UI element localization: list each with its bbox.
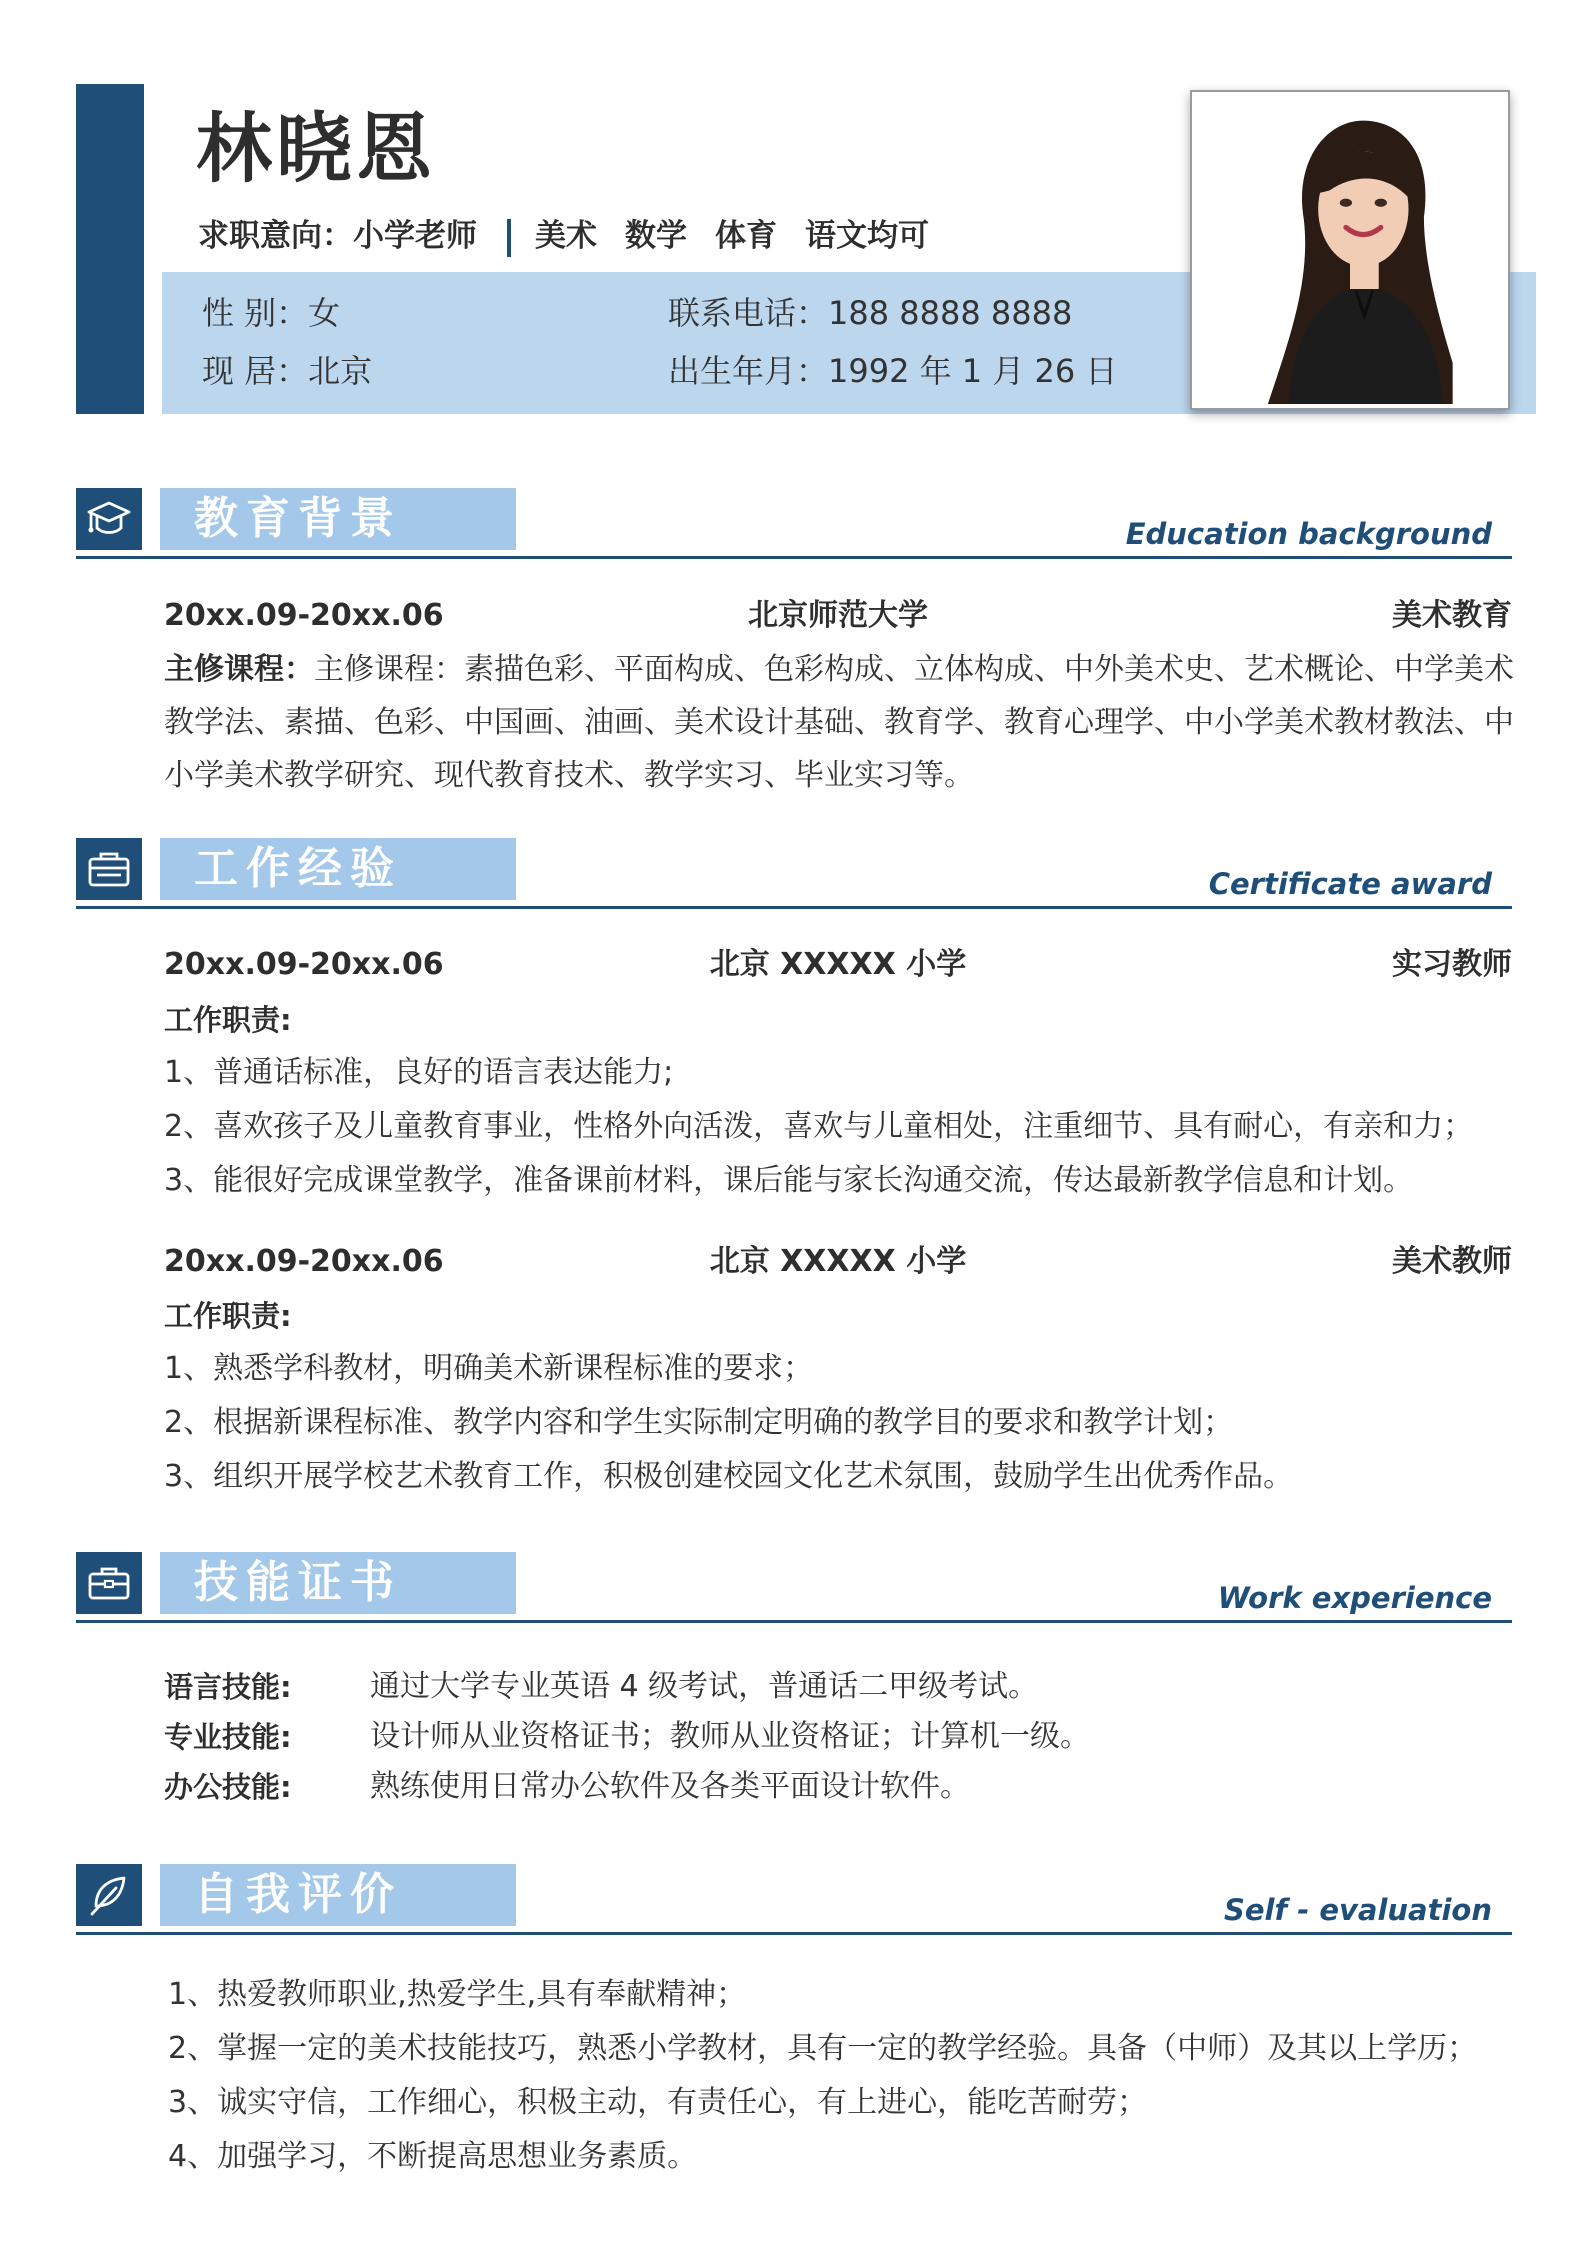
job-2-row (164, 1240, 1512, 1284)
job-2-duty-1: 1、熟悉学科教材，明确美术新课程标准的要求； (164, 1351, 814, 1386)
education-period: 20xx.09-20xx.06 (164, 598, 444, 633)
courses-paragraph (164, 643, 1514, 802)
residence-field: 现 居：北京 (202, 352, 373, 390)
graduation-cap-icon (76, 488, 142, 550)
header-accent-bar (76, 84, 144, 414)
job-2-org: 北京 XXXXX 小学 (709, 1244, 967, 1279)
section-education (76, 488, 1512, 558)
courses-text: 主修课程：素描色彩、平面构成、色彩构成、立体构成、中外美术史、艺术概论、中学美术教学法、素描、色彩、中国画、油画、美术设计基础、教育学、教育心理学、中小学美术教材教法、中小学美术教学研究、现代教育技术、教学实习、毕业实习等。 (164, 652, 1514, 793)
job-2-role: 美术教师 (1392, 1244, 1512, 1279)
section-rule (76, 556, 1512, 559)
education-row (164, 594, 1512, 638)
subject-chinese: 语文均可 (805, 218, 929, 254)
job-1-duty-2: 2、喜欢孩子及儿童教育事业，性格外向活泼，喜欢与儿童相处，注重细节、具有耐心，有亲和力； (164, 1109, 1474, 1144)
skill-2-key: 专业技能: (164, 1720, 292, 1754)
job-2-period: 20xx.09-20xx.06 (164, 1244, 444, 1279)
section-english-title: Certificate award (1208, 867, 1492, 901)
subject-art: 美术 (535, 218, 597, 254)
skill-1-key: 语言技能: (164, 1670, 292, 1704)
section-self-evaluation (76, 1864, 1512, 1934)
job-intent (198, 214, 957, 258)
job-1-period: 20xx.09-20xx.06 (164, 947, 444, 982)
education-major: 美术教育 (1392, 598, 1512, 633)
section-title: 技能证书 (160, 1552, 516, 1614)
self-eval-item-1: 1、热爱教师职业,热爱学生,具有奉献精神； (168, 1977, 747, 2012)
skill-3-value: 熟练使用日常办公软件及各类平面设计软件。 (370, 1769, 970, 1804)
section-rule (76, 1932, 1512, 1935)
section-skills (76, 1552, 1512, 1622)
section-english-title: Education background (1125, 517, 1492, 551)
skill-1-value: 通过大学专业英语 4 级考试，普通话二甲级考试。 (370, 1669, 1039, 1704)
leaf-icon (76, 1864, 142, 1926)
self-eval-item-2: 2、掌握一定的美术技能技巧，熟悉小学教材，具有一定的教学经验。具备（中师）及其以上学历； (168, 2031, 1478, 2066)
self-eval-item-4: 4、加强学习，不断提高思想业务素质。 (168, 2139, 698, 2174)
briefcase-icon (76, 1552, 142, 1614)
subject-pe: 体育 (715, 218, 777, 254)
courses-label: 主修课程： (164, 652, 314, 687)
job-2-duty-label: 工作职责: (164, 1299, 292, 1333)
subject-math: 数学 (625, 218, 687, 254)
section-title: 教育背景 (160, 488, 516, 550)
birth-field: 出生年月：1992 年 1 月 26 日 (668, 352, 1118, 390)
job-1-row (164, 943, 1512, 987)
job-2-duty-2: 2、根据新课程标准、教学内容和学生实际制定明确的教学目的要求和教学计划； (164, 1405, 1234, 1440)
education-school: 北京师范大学 (748, 598, 928, 633)
job-1-duty-1: 1、普通话标准，良好的语言表达能力; (164, 1055, 674, 1090)
intent-divider (507, 219, 511, 257)
gender-field: 性 别：女 (202, 294, 341, 332)
section-english-title: Work experience (1217, 1581, 1492, 1615)
job-1-duty-3: 3、能很好完成课堂教学，准备课前材料，课后能与家长沟通交流，传达最新教学信息和计划。 (164, 1163, 1414, 1198)
portrait-image (1196, 96, 1504, 404)
section-english-title: Self - evaluation (1223, 1893, 1492, 1927)
job-2-duty-3: 3、组织开展学校艺术教育工作，积极创建校园文化艺术氛围，鼓励学生出优秀作品。 (164, 1459, 1294, 1494)
section-rule (76, 906, 1512, 909)
profile-photo (1190, 90, 1510, 410)
phone-field: 联系电话：188 8888 8888 (668, 294, 1073, 332)
self-eval-item-3: 3、诚实守信，工作细心，积极主动，有责任心，有上进心，能吃苦耐劳； (168, 2085, 1148, 2120)
candidate-name: 林晓恩 (196, 104, 436, 193)
job-1-duty-label: 工作职责: (164, 1003, 292, 1037)
job-intent-label: 求职意向：小学老师 (198, 218, 477, 254)
section-rule (76, 1620, 1512, 1623)
job-1-org: 北京 XXXXX 小学 (709, 947, 967, 982)
section-title: 工作经验 (160, 838, 516, 900)
section-work (76, 838, 1512, 908)
job-1-role: 实习教师 (1392, 947, 1512, 982)
skill-3-key: 办公技能: (164, 1770, 292, 1804)
section-title: 自我评价 (160, 1864, 516, 1926)
skill-2-value: 设计师从业资格证书；教师从业资格证；计算机一级。 (370, 1719, 1090, 1754)
toolbox-icon (76, 838, 142, 900)
